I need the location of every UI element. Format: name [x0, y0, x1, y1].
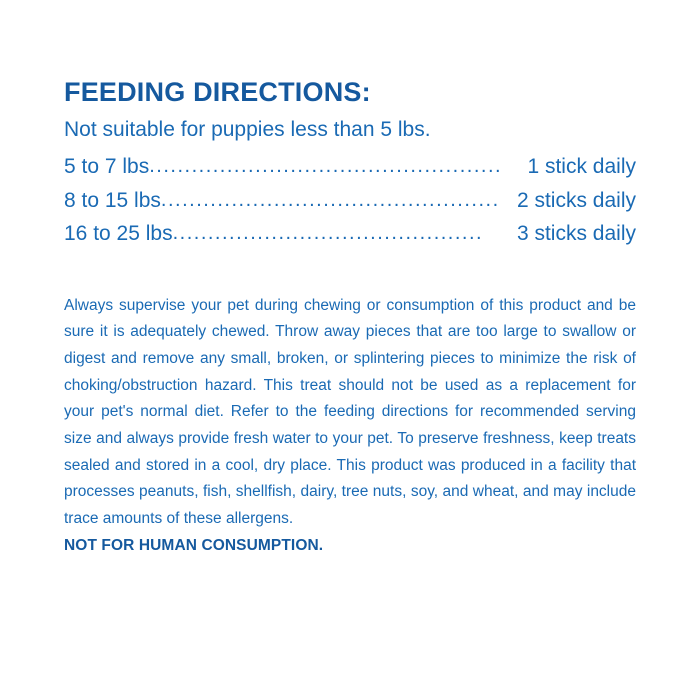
dosing-amount: 3 sticks daily [516, 222, 636, 246]
dosing-leader-dots: .................................................. [149, 155, 503, 178]
dosing-leader-dots: ............................................ [172, 222, 484, 245]
dosing-weight-range: 8 to 15 lbs [64, 188, 161, 212]
dosing-amount: 2 sticks daily [516, 188, 636, 212]
human-consumption-warning: NOT FOR HUMAN CONSUMPTION. [64, 536, 324, 554]
caution-paragraph: Always supervise your pet during chewing or consumption of this product and be sure it is adequately chewed. Throw away pieces that are too large to swallow or digest and remove any small, broken, or splintering pieces to minimize the risk of choking/obstruction hazard. This treat should not be used as a replacement for your pet's normal diet. Refer to the feeding directions for recommended serving size and always provide fresh water to your pet. To preserve freshness, keep treats sealed and stored in a cool, dry place. This product was produced in a facility that processes peanuts, fish, shellfish, dairy, tree nuts, soy, and wheat, and may include trace amounts of these allergens. [64, 296, 636, 528]
dosing-row [64, 150, 636, 184]
puppy-restriction-note: Not suitable for puppies less than 5 lbs. [64, 117, 431, 141]
dosing-row [64, 217, 636, 251]
dosing-leader-dots: ................................................ [160, 188, 500, 211]
feeding-directions-heading: FEEDING DIRECTIONS: [64, 77, 371, 107]
dosing-amount: 1 stick daily [527, 155, 636, 179]
dosing-weight-range: 5 to 7 lbs [64, 155, 150, 179]
dosing-weight-range: 16 to 25 lbs [64, 222, 173, 246]
dosing-table [64, 150, 636, 251]
caution-block [64, 293, 636, 560]
dosing-row [64, 184, 636, 218]
